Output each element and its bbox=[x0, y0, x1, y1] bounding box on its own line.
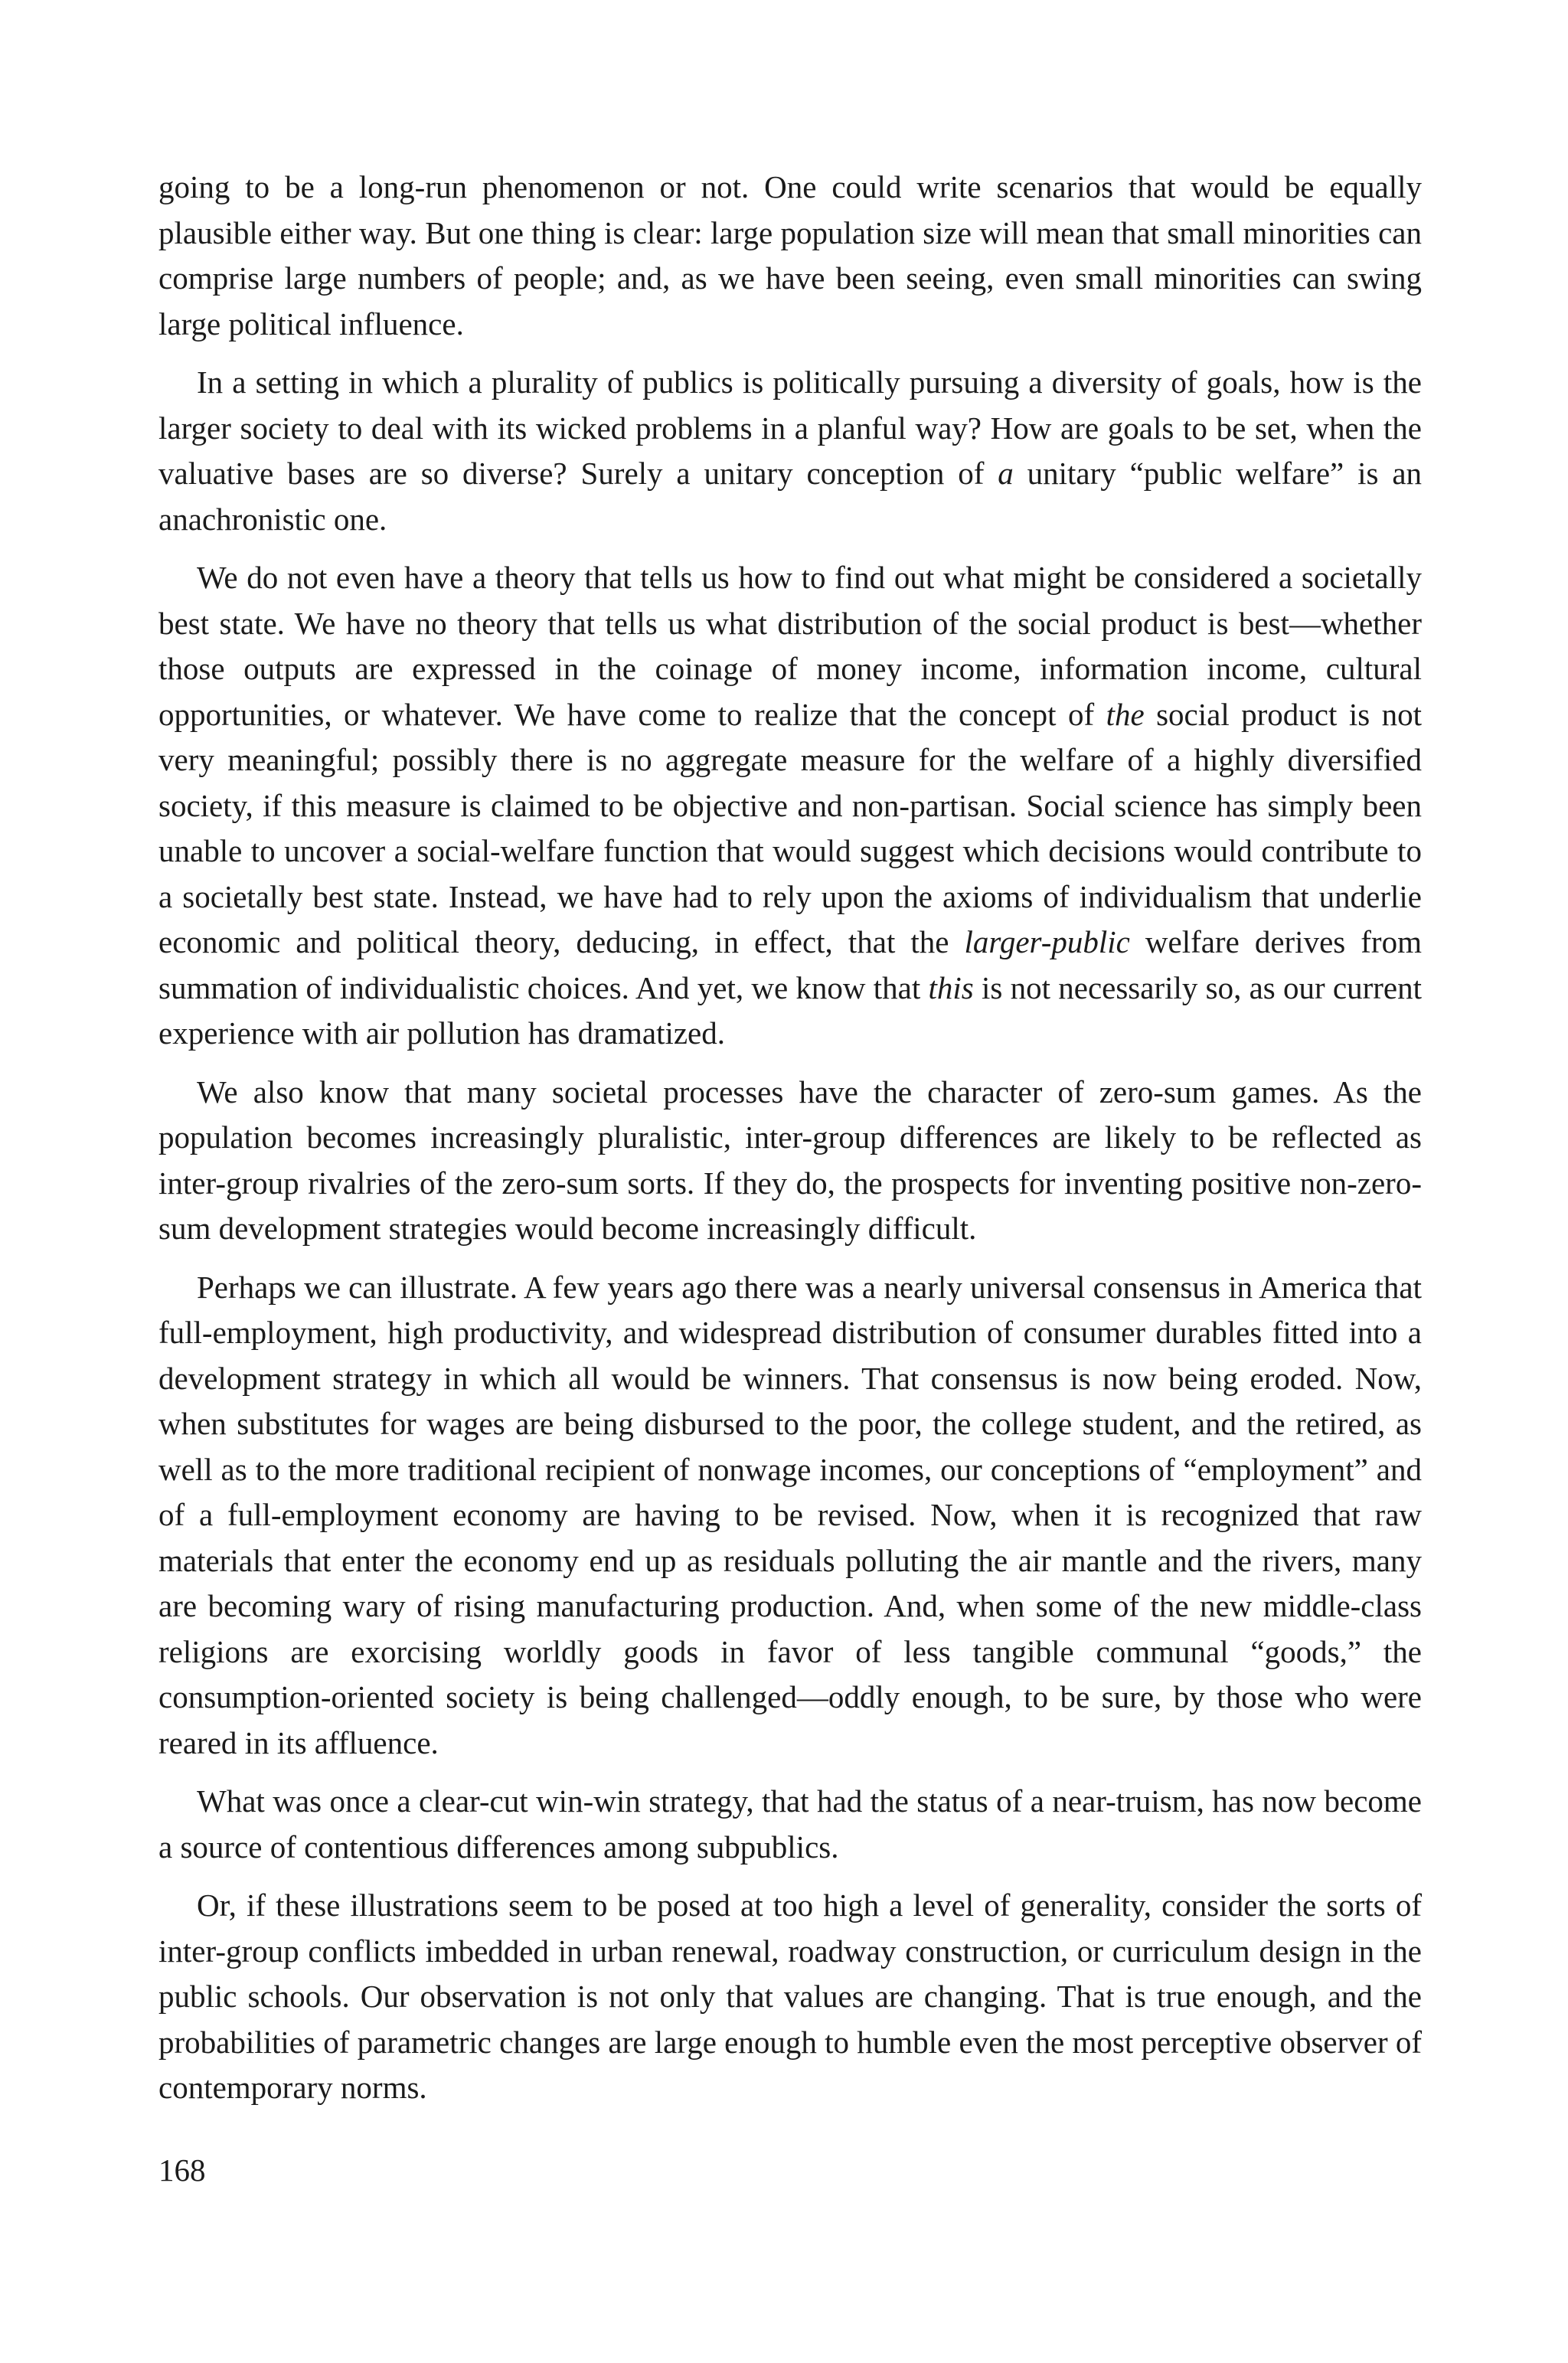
paragraph-2-text-end: unitary “public welfare” is an anachronistic one. bbox=[158, 456, 1423, 537]
paragraph-2 bbox=[158, 360, 1422, 542]
paragraph-6 bbox=[158, 1779, 1422, 1870]
paragraph-7 bbox=[158, 1883, 1422, 2111]
paragraph-3-italic-larger-public: larger-public bbox=[964, 924, 1130, 959]
paragraph-1 bbox=[158, 165, 1422, 347]
paragraph-7-text: Or, if these illustrations seem to be posed at too high a level of generality, consider the sorts of inter-group conflicts imbedded in urban renewal, roadway construction, or curriculum design in the public schools. Our observation is not only that values are changing. That is true enough, and the probabilities of parametric changes are large enough to humble even the most perceptive observer of contemporary norms. bbox=[158, 1887, 1423, 2105]
paragraph-3 bbox=[158, 555, 1422, 1057]
paragraph-5 bbox=[158, 1265, 1422, 1767]
paragraph-5-text: Perhaps we can illustrate. A few years ago there was a nearly universal consensus in America that full-employment, high productivity, and widespread distribution of consumer durables fitted into a development strategy in which all would be winners. That consensus is now being eroded. Now, when substitutes for wages are being disbursed to the poor, the college student, and the retired, as well as to the more traditional recipient of nonwage incomes, our conceptions of “employment” and of a full-employment economy are having to be revised. Now, when it is recognized that raw materials that enter the economy end up as residuals polluting the air mantle and the rivers, many are becoming wary of rising manufacturing production. And, when some of the new middle-class religions are exorcising worldly goods in favor of less tangible communal “goods,” the consumption-oriented society is being challenged—oddly enough, to be sure, by those who were reared in its affluence. bbox=[158, 1269, 1422, 1760]
paragraph-3-text-3: welfare derives from summation of individualistic choices. And yet, we know that bbox=[158, 924, 1422, 1005]
paragraph-3-text-2: social product is not very meaningful; possibly there is no aggregate measure for the welfare of a highly diversified society, if this measure is claimed to be objective and non-partisan. Social science has simply been unable to uncover a social-welfare function that would suggest which decisions would contribute to a societally best state. Instead, we have had to rely upon the axioms of individualism that underlie economic and political theory, deducing, in effect, that the bbox=[158, 696, 1422, 959]
paragraph-2-text-start: In a setting in which a plurality of publics is politically pursuing a diversity of goals, how is the larger society to deal with its wicked problems in a planful way? How are goals to be set, when the valuative bases are so diverse? Surely a unitary conception of bbox=[158, 364, 1422, 491]
paragraph-3-text-1: We do not even have a theory that tells us how to find out what might be considered a societally best state. We have no theory that tells us what distribution of the social product is best—whether those outputs are expressed in the coinage of money income, information income, cultural opportunities, or whatever. We have come to realize that the concept of bbox=[158, 560, 1422, 732]
paragraph-3-text-4: is not necessarily so, as our current experience with air pollution has dramatized. bbox=[158, 969, 1422, 1051]
paragraph-4 bbox=[158, 1070, 1422, 1252]
paragraph-1-text: going to be a long-run phenomenon or not. One could write scenarios that would be equally plausible either way. But one thing is clear: large population size will mean that small minorities can comprise large numbers of people; and, as we have been seeing, even small minorities can swing large political influence. bbox=[158, 169, 1422, 342]
paragraph-4-text: We also know that many societal processes have the character of zero-sum games. As the population becomes increasingly pluralistic, inter-group differences are likely to be reflected as inter-group rivalries of the zero-sum sorts. If they do, the prospects for inventing positive non-zero-sum development strategies would become increasingly difficult. bbox=[158, 1074, 1422, 1246]
paragraph-3-italic-this: this bbox=[928, 969, 974, 1005]
body-text bbox=[158, 165, 1422, 2111]
paragraph-6-text: What was once a clear-cut win-win strategy, that had the status of a near-truism, has now become a source of contentious differences among subpublics. bbox=[158, 1783, 1422, 1865]
page-number: 168 bbox=[158, 2152, 206, 2188]
paragraph-2-italic-a: a bbox=[998, 456, 1014, 491]
paragraph-3-italic-the: the bbox=[1106, 696, 1145, 732]
